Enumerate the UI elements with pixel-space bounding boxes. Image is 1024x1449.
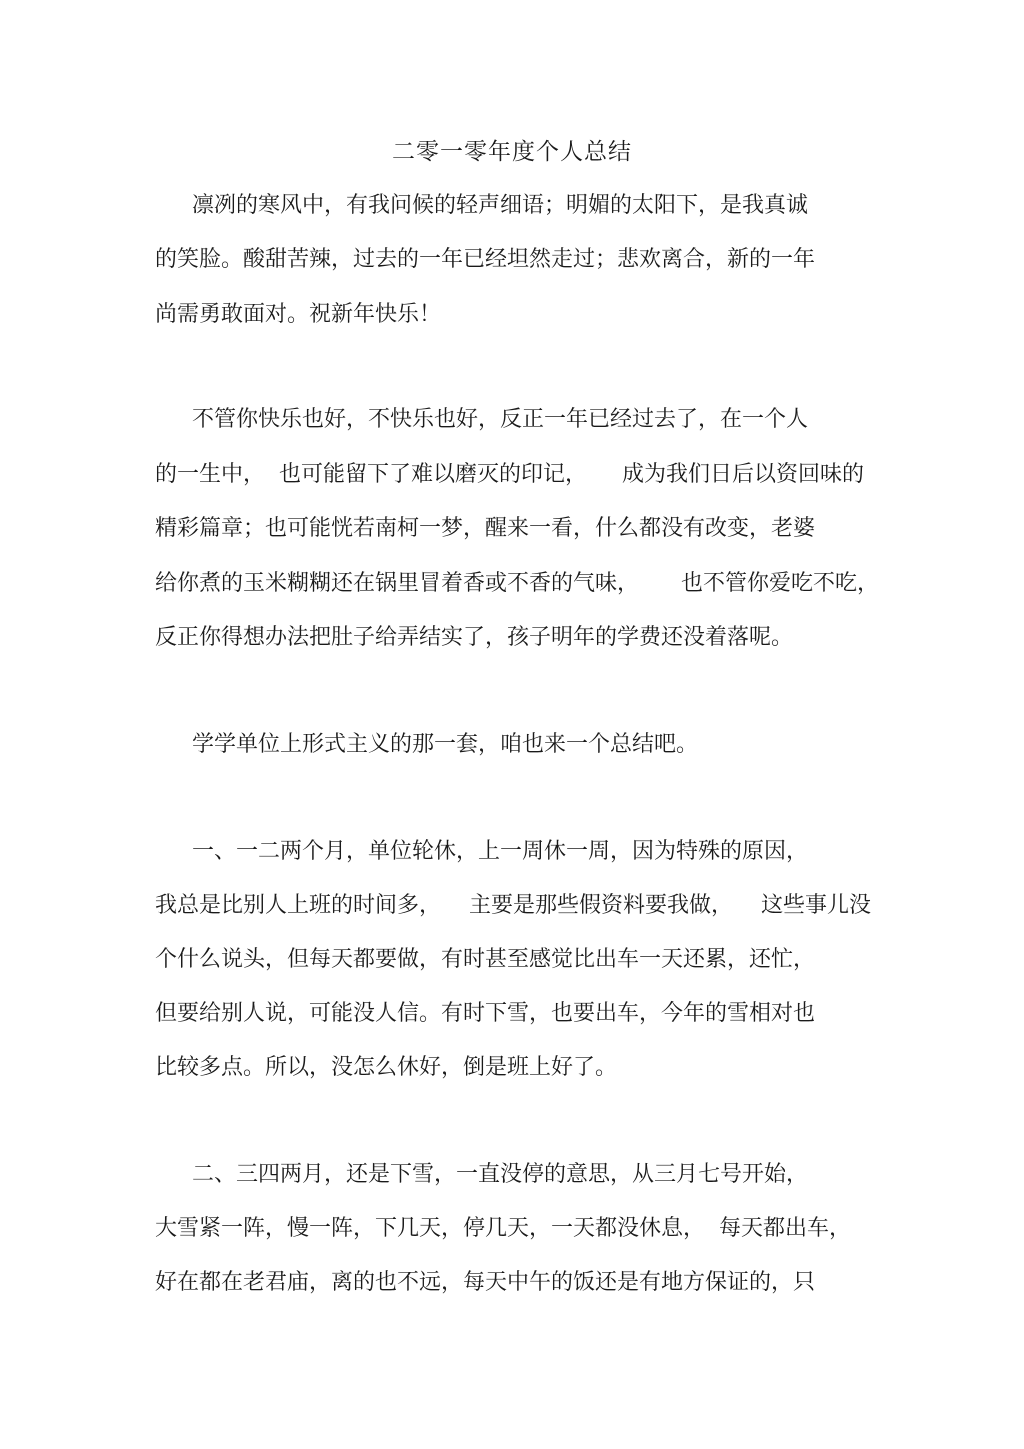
paragraph-2-line-2: 的一生中， 也可能留下了难以磨灭的印记， 成为我们日后以资回味的 [155, 462, 864, 487]
paragraph-4-line-2: 我总是比别人上班的时间多， 主要是那些假资料要我做， 这些事儿没 [155, 893, 871, 918]
paragraph-1-line-1: 凛冽的寒风中，有我问候的轻声细语；明媚的太阳下，是我真诚 [192, 193, 809, 218]
document-title: 二零一零年度个人总结 [392, 139, 632, 165]
paragraph-4-line-4: 但要给别人说，可能没人信。有时下雪，也要出车，今年的雪相对也 [155, 1001, 816, 1026]
paragraph-4-line-1: 一、一二两个月，单位轮休，上一周休一周，因为特殊的原因， [192, 839, 809, 864]
paragraph-4-line-3: 个什么说头，但每天都要做，有时甚至感觉比出车一天还累，还忙， [155, 947, 816, 972]
paragraph-3-line-1: 学学单位上形式主义的那一套，咱也来一个总结吧。 [192, 732, 699, 757]
paragraph-1-line-2: 的笑脸。酸甜苦辣，过去的一年已经坦然走过；悲欢离合，新的一年 [155, 247, 816, 272]
paragraph-2-line-4: 给你煮的玉米糊糊还在锅里冒着香或不香的气味， 也不管你爱吃不吃， [155, 571, 879, 596]
paragraph-5-line-3: 好在都在老君庙，离的也不远，每天中午的饭还是有地方保证的，只 [155, 1270, 816, 1295]
paragraph-4-line-5: 比较多点。所以，没怎么休好，倒是班上好了。 [155, 1055, 618, 1080]
paragraph-2-line-3: 精彩篇章；也可能恍若南柯一梦，醒来一看，什么都没有改变，老婆 [155, 516, 816, 541]
paragraph-1-line-3: 尚需勇敢面对。祝新年快乐！ [155, 302, 442, 327]
paragraph-2-line-1: 不管你快乐也好，不快乐也好，反正一年已经过去了，在一个人 [192, 407, 809, 432]
paragraph-5-line-2: 大雪紧一阵，慢一阵，下几天，停几天，一天都没休息， 每天都出车， [155, 1216, 851, 1241]
paragraph-2-line-5: 反正你得想办法把肚子给弄结实了，孩子明年的学费还没着落呢。 [155, 625, 794, 650]
paragraph-5-line-1: 二、三四两月，还是下雪，一直没停的意思，从三月七号开始， [192, 1162, 809, 1187]
